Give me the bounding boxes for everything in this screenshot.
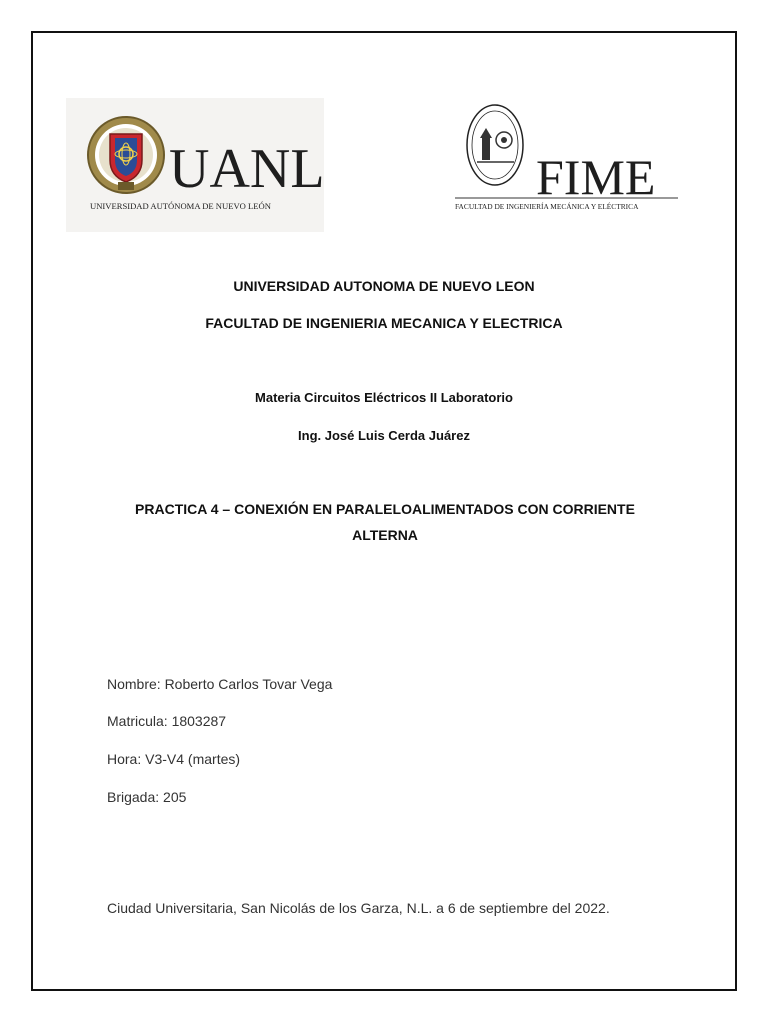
class-hour: Hora: V3-V4 (martes) bbox=[107, 751, 241, 767]
teacher: Ing. José Luis Cerda Juárez bbox=[298, 428, 470, 443]
brigade: Brigada: 205 bbox=[107, 789, 187, 805]
practice-title-line-1: PRACTICA 4 – CONEXIÓN EN PARALELOALIMENTADOS CON CORRIENTE bbox=[135, 501, 635, 517]
university-name: UNIVERSIDAD AUTONOMA DE NUEVO LEON bbox=[233, 278, 535, 294]
fime-logo bbox=[452, 100, 682, 220]
uanl-wordmark: UANL bbox=[169, 138, 325, 200]
faculty-name: FACULTAD DE INGENIERIA MECANICA Y ELECTRICA bbox=[205, 315, 563, 331]
uanl-subtitle: UNIVERSIDAD AUTÓNOMA DE NUEVO LEÓN bbox=[90, 201, 271, 211]
student-matricula: Matricula: 1803287 bbox=[107, 713, 227, 729]
place-date: Ciudad Universitaria, San Nicolás de los Garza, N.L. a 6 de septiembre del 2022. bbox=[107, 900, 610, 916]
fime-wordmark: FIME bbox=[536, 149, 656, 205]
student-name: Nombre: Roberto Carlos Tovar Vega bbox=[107, 676, 333, 692]
uanl-seal-icon bbox=[66, 98, 176, 208]
practice-title bbox=[100, 496, 670, 548]
subject: Materia Circuitos Eléctricos II Laboratorio bbox=[255, 390, 513, 405]
uanl-logo bbox=[66, 98, 324, 232]
practice-title-line-2: ALTERNA bbox=[352, 527, 418, 543]
fime-subtitle: FACULTAD DE INGENIERÍA MECÁNICA Y ELÉCTRICA bbox=[455, 202, 639, 211]
